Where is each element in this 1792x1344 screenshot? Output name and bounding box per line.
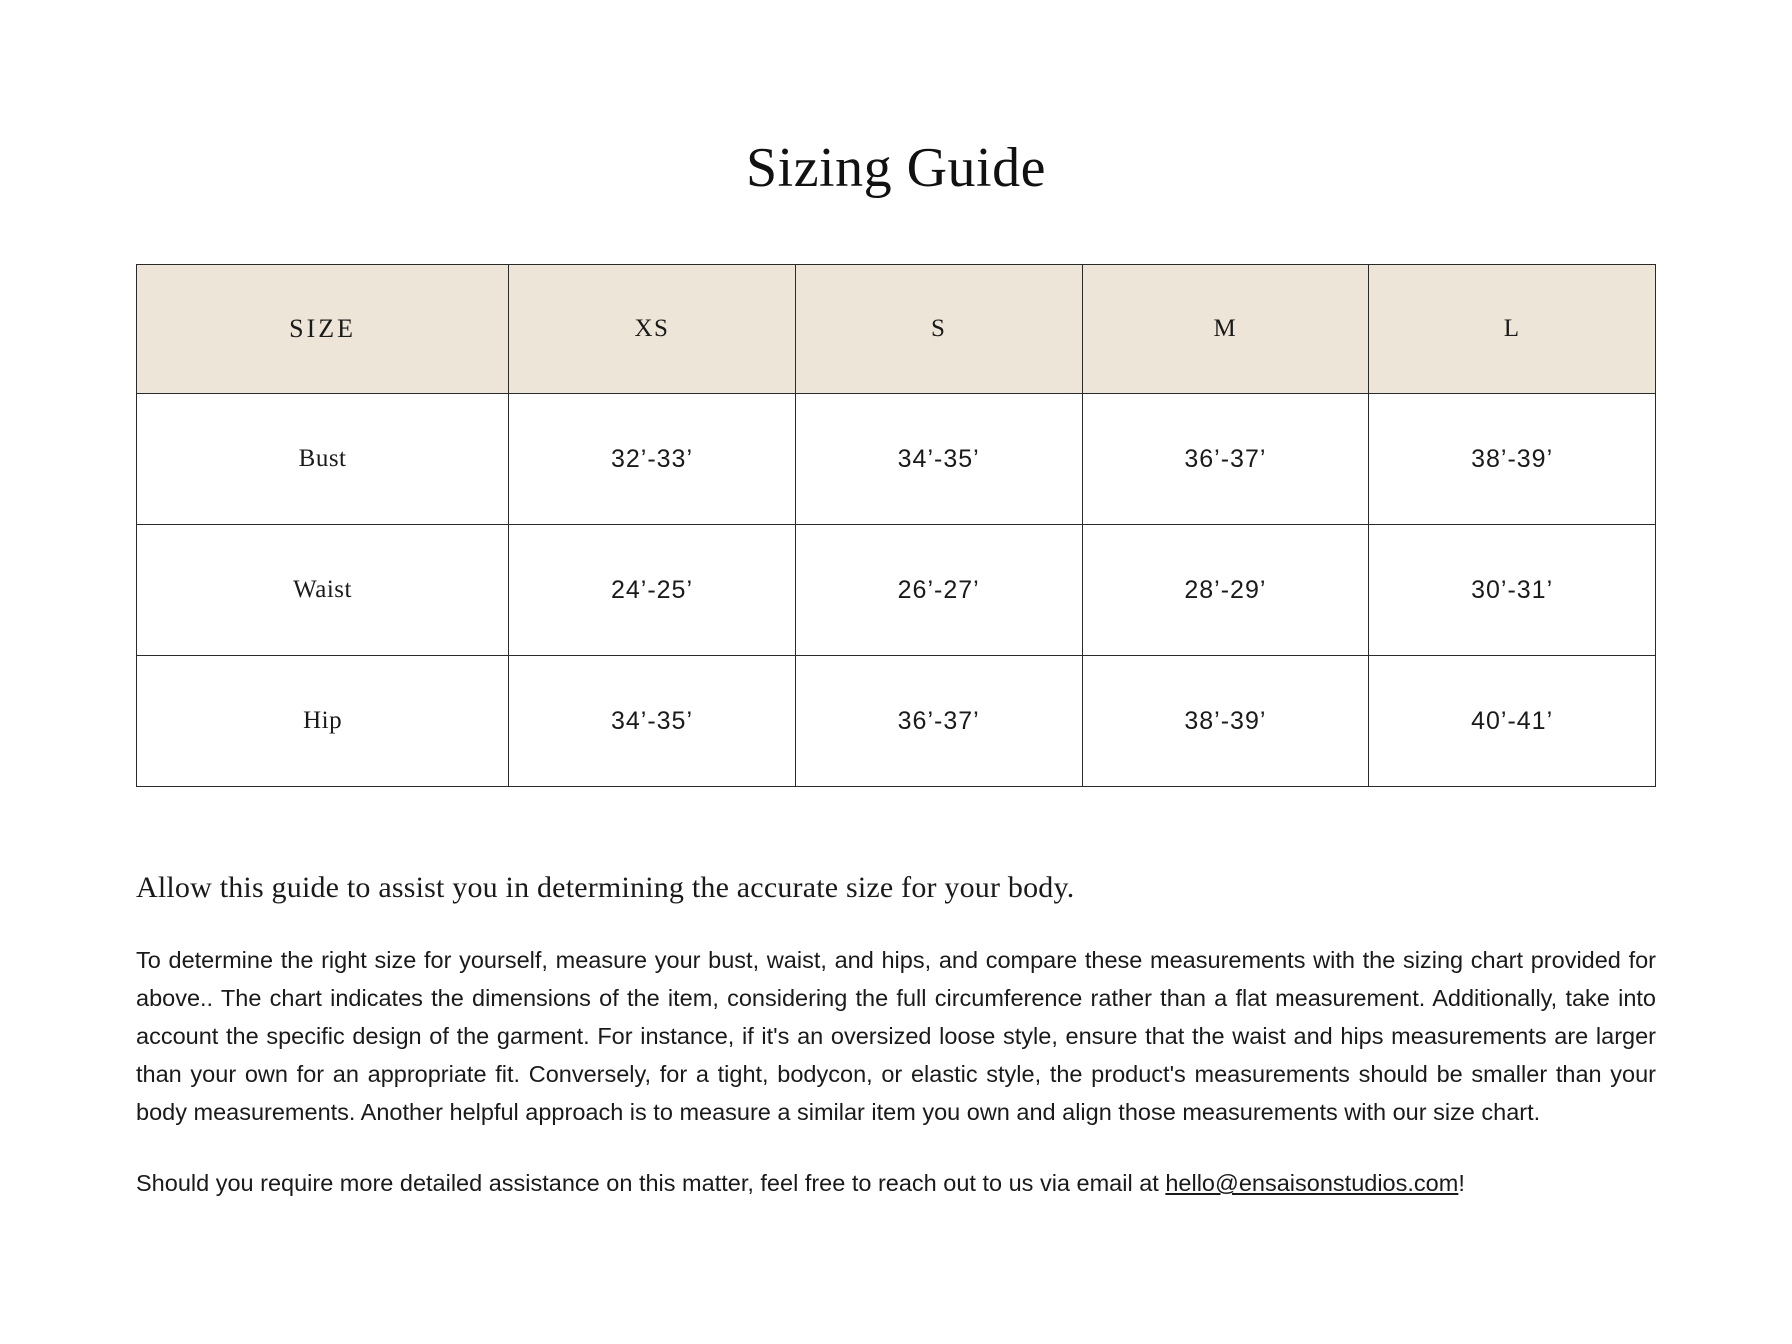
cell-waist-s: 26’-27’ [795,525,1082,656]
cell-bust-m: 36’-37’ [1082,394,1369,525]
column-header-m: M [1082,265,1369,394]
cell-hip-s: 36’-37’ [795,656,1082,787]
column-header-size: SIZE [137,265,509,394]
row-label-hip: Hip [137,656,509,787]
table-row [137,525,1656,656]
cell-bust-s: 34’-35’ [795,394,1082,525]
column-header-s: S [795,265,1082,394]
contact-suffix: ! [1458,1170,1465,1197]
table-header [137,265,1656,394]
page-title: Sizing Guide [746,137,1046,199]
row-label-bust: Bust [137,394,509,525]
cell-hip-m: 38’-39’ [1082,656,1369,787]
column-header-l: L [1369,265,1656,394]
table-row [137,656,1656,787]
size-chart-container [136,264,1656,787]
cell-bust-xs: 32’-33’ [509,394,796,525]
email-link[interactable]: hello@ensaisonstudios.com [1165,1170,1459,1197]
table-body [137,394,1656,787]
size-chart-table [136,264,1656,787]
guide-body-paragraph: To determine the right size for yourself, measure your bust, waist, and hips, and compare these measurements with the sizing chart provided for above.. The chart indicates the dimensions of the item, considering the full circumference rather than a flat measurement. Additionally, take into account the specific design of the garment. For instance, if it's an oversized loose style, ensure that the waist and hips measurements are larger than your own for an appropriate fit. Conversely, for a tight, bodycon, or elastic style, the product's measurements should be smaller than your body measurements. Another helpful approach is to measure a similar item you own and align those measurements with our size chart. [136,947,1656,1126]
contact-prefix: Should you require more detailed assistance on this matter, feel free to reach out to us via email at [136,1170,1166,1197]
guide-lede: Allow this guide to assist you in determining the accurate size for your body. [136,871,1075,904]
column-header-xs: XS [509,265,796,394]
contact-paragraph [136,1165,1656,1203]
cell-bust-l: 38’-39’ [1369,394,1656,525]
table-row [137,394,1656,525]
cell-hip-xs: 34’-35’ [509,656,796,787]
cell-hip-l: 40’-41’ [1369,656,1656,787]
cell-waist-l: 30’-31’ [1369,525,1656,656]
table-header-row [137,265,1656,394]
cell-waist-m: 28’-29’ [1082,525,1369,656]
row-label-waist: Waist [137,525,509,656]
cell-waist-xs: 24’-25’ [509,525,796,656]
